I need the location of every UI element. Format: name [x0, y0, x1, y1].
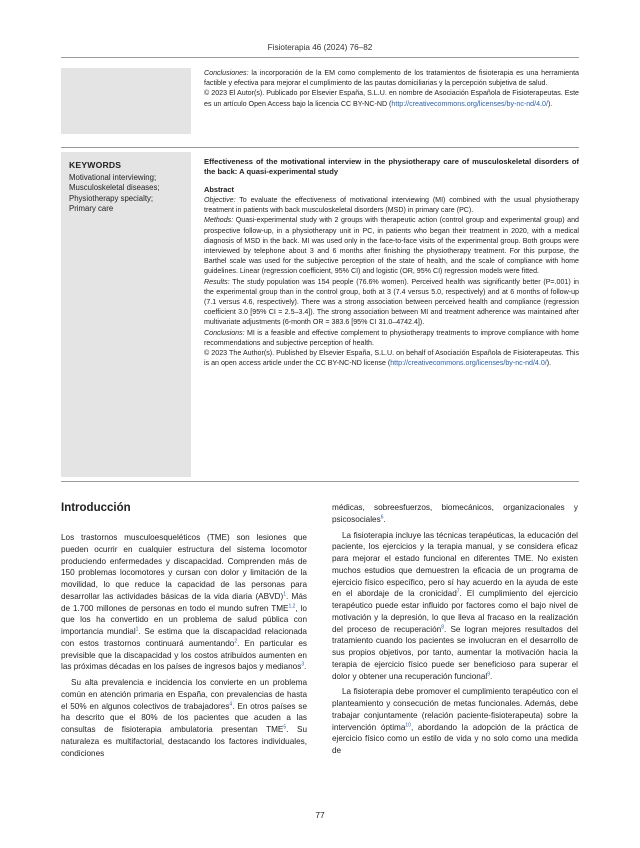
english-abstract: [204, 157, 579, 368]
citation-ref[interactable]: 8: [441, 623, 444, 630]
citation-ref[interactable]: 1: [135, 626, 139, 633]
text-run: . Se logran mejores resultados del tratamiento cuando los pacientes se involucran en el desarrollo de sus propios objetivos, por tanto, aumentar la motivación hacia la terapia de ejercicio físico puede ser beneficioso para superar el dolor y obtener una recuperación funcional: [332, 624, 578, 681]
text-run: . En otros países se ha descrito que el 80% de los pacientes que acuden a las consultas de fisioterapia ambulatoria presentan TME: [61, 701, 307, 734]
citation-ref[interactable]: 5: [283, 724, 287, 731]
running-header: Fisioterapia 46 (2024) 76–82: [267, 43, 373, 52]
methods-paragraph: [204, 215, 579, 276]
english-title: Effectiveness of the motivational interview in the physiotherapy care of musculoskeletal disorders of the back: A quasi-experimental study: [204, 157, 579, 177]
text-run: . Su naturaleza es multifactorial, destacando los factores individuales, condiciones: [61, 725, 307, 758]
keywords-box: [61, 152, 191, 477]
results-text: The study population was 154 people (76.6% women). Perceived health was significantly better (P=.001) in the experimental group than in the control group, both at 3 (7.4 versus 5.0, respectively) and at 6 months of follow-up (7.1 versus 4.6, respectively). There was a strong association between perceived health and compliance (regression coefficient 3.0 [95% CI = 2.5–3.4]). The strong association between MI and treatment adherence was maintained after multivariate adjustments (6-month OR = 383.6 [95% CI 31.0–4742.4]).: [204, 277, 579, 327]
text-run: .: [383, 514, 386, 524]
conclusions-text: MI is a feasible and effective complement to physiotherapy treatments to improve compliance with home recommendations and subjective perception of health.: [204, 328, 579, 347]
intro-paragraph-2: [61, 677, 307, 759]
english-copyright-text: © 2023 The Author(s). Published by Elsevier España, S.L.U. on behalf of Asociación Española de Fisioterapeutas. This is an open access article under the CC BY-NC-ND license (: [204, 349, 579, 368]
citation-ref[interactable]: 7: [456, 588, 460, 595]
page-number: 77: [315, 810, 325, 820]
intro-paragraph-4: [332, 686, 578, 757]
text-run: , lo que los ha convertido en un problema de salud pública con importancia mundial: [61, 603, 307, 636]
keyword-item: Motivational interviewing;: [69, 173, 157, 182]
citation-ref[interactable]: 6: [380, 514, 384, 521]
citation-ref[interactable]: 9: [487, 670, 490, 677]
text-run: . Más de 1.700 millones de personas en todo el mundo sufren TME: [61, 591, 307, 613]
text-run: . El cumplimiento del ejercicio terapéutico puede estar influido por factores como el bajo nivel de motivación y la depresión, lo que lleva al fracaso en la realización del proceso de recuperación: [332, 589, 578, 634]
spanish-copyright: [204, 88, 579, 108]
methods-label: Methods:: [204, 216, 234, 225]
intro-paragraph-continued: [332, 502, 578, 526]
text-run: médicas, sobreesfuerzos, biomecánicos, organizacionales y psicosociales: [332, 503, 578, 524]
spanish-copyright-end: ).: [547, 99, 553, 108]
keyword-item: Musculoskeletal diseases;: [69, 183, 160, 193]
keywords-title: KEYWORDS: [69, 160, 122, 170]
intro-title: Introducción: [61, 502, 131, 514]
text-run: Su alta prevalencia e incidencia los convierte en un problema común en atención primaria en España, con prevalencias de hasta el 50% en algunos colectivos de trabajadores: [61, 678, 307, 711]
results-paragraph: [204, 277, 579, 328]
text-run: , abordando la adopción de la práctica de ejercicio físico como un estilo de vida y no solo como una medida de: [332, 722, 578, 755]
body-column-left: [61, 532, 307, 759]
text-run: La fisioterapia debe promover el cumplimiento terapéutico con el planteamiento y consecución de metas funcionales. Además, debe trabajar conjuntamente (relación paciente-fisioterapeuta) sobre la intervención óptima: [332, 687, 578, 732]
conclusiones-label: Conclusiones:: [204, 69, 249, 77]
abstract-heading: Abstract: [204, 184, 234, 194]
spanish-abstract-tail: [204, 68, 579, 109]
keyword-item: Physiotherapy specialty;: [69, 193, 154, 203]
section-divider: [61, 147, 579, 148]
sidebar-gray-box: [61, 68, 191, 134]
keyword-item: Primary care: [69, 203, 114, 213]
english-copyright-end: ).: [546, 359, 552, 368]
citation-ref[interactable]: 2: [234, 638, 238, 645]
text-run: . Se estima que la discapacidad relacionada con estos trastornos continuará aumentando: [61, 627, 307, 648]
intro-paragraph-3: [332, 530, 578, 683]
header-rule: [61, 57, 579, 58]
spanish-license-link[interactable]: http://creativecommons.org/licenses/by-nc-nd/4.0/: [391, 99, 548, 108]
methods-text: Quasi-experimental study with 2 groups with therapeutic action (control group and experimental group) and prospective follow-up, in a physiotherapy unit in PC, in patients who began their treatment in 2020, with a medical diagnosis of MSD in the back. MI was used only in the face-to-face visits of the experimental group. Both groups were interviewed by telephone about 3 and 6 months after finishing the physiotherapy treatment. For this purpose, the Barthel scale was used for the subjective perception of the state of health, and the scale of compliance with home guidelines. Linear (regression coefficient, 95% CI) and logistic (OR, 95% CI) regression models were fitted.: [204, 216, 579, 276]
abstract-end-rule: [61, 481, 579, 482]
english-copyright: [204, 348, 579, 368]
citation-ref[interactable]: 1: [283, 591, 286, 598]
conclusions-label: Conclusions:: [204, 328, 245, 337]
conclusiones-text: la incorporación de la EM como complemento de los tratamientos de fisioterapia es una herramienta factible y efectiva para mejorar el cumplimiento de las pautas domiciliarias y la percepción subjetiva de salud.: [204, 69, 579, 88]
results-label: Results:: [204, 277, 230, 286]
text-run: La fisioterapia incluye las técnicas terapéuticas, la educación del paciente, los ejercicios y la terapia manual, y se considera eficaz para mejorar el estado funcional en diferentes TME. No existen muchos estudios que demuestren la eficacia de un programa de ejercicio físico específico, pero sí hay acuerdo en la ayuda de este en el abordaje de la cronicidad: [332, 530, 578, 599]
citation-ref[interactable]: 4: [229, 700, 233, 707]
conclusions-paragraph: [204, 328, 579, 348]
intro-paragraph-1: [61, 532, 307, 673]
citation-ref[interactable]: 10: [405, 721, 411, 728]
objective-text: To evaluate the effectiveness of motivational interviewing (MI) combined with the usual physiotherapy treatment in patients with back musculoskeletal disorders (MSD) in primary care (PC).: [204, 196, 579, 215]
text-run: . En particular es previsible que la discapacidad y los costos atribuidos aumenten en las próximas décadas en los países de ingresos bajos y medianos: [61, 638, 308, 672]
objective-label: Objective:: [204, 196, 236, 205]
spanish-copyright-text: © 2023 El Autor(s). Publicado por Elsevier España, S.L.U. en nombre de Asociación Española de Fisioterapeutas. Este es un artículo Open Access bajo la licencia CC BY-NC-ND (: [204, 89, 579, 108]
text-run: Los trastornos musculoesqueléticos (TME) son lesiones que pueden ocurrir en cualquier estructura del sistema locomotor produciendo enfermedades y discapacidad. Comprenden más de 150 problemas locomotores y cursan con dolor y limitación de la movilidad, lo que reduce la capacidad de las personas para desarrollar las actividades básicas de la vida diaria (ABVD): [61, 533, 307, 601]
text-run: .: [304, 662, 307, 672]
text-run: .: [490, 671, 493, 681]
citation-ref[interactable]: 1,2: [288, 602, 296, 609]
citation-ref[interactable]: 3: [301, 661, 305, 668]
body-column-right: [332, 502, 578, 757]
objective-paragraph: [204, 195, 579, 215]
english-license-link[interactable]: http://creativecommons.org/licenses/by-nc-nd/4.0/: [390, 359, 547, 368]
conclusiones-paragraph: [204, 68, 579, 88]
